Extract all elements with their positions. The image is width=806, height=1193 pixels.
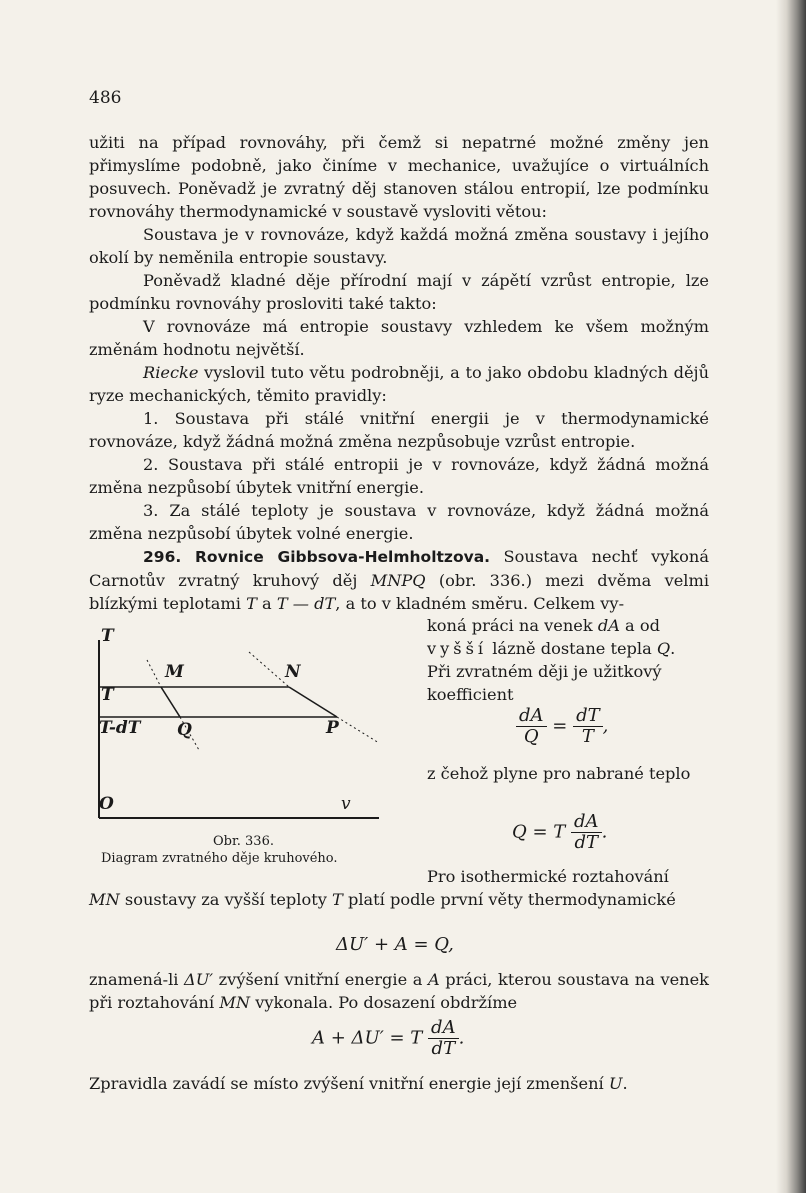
right-column-text-2: z čehož plyne pro nabrané teplo <box>427 764 691 783</box>
paragraph: užiti na případ rovnováhy, při čemž si nepatrné možné změny jen přimyslíme podobně, jako činíme v mechanice, uvažujíce o virtuálních posuvech. Poněvadž je zvratný děj stanoven stálou entropií, lze podmínku rovnováhy thermodynamické v soustavě vysloviti větou: <box>89 133 709 221</box>
adiabat-MQ <box>161 687 180 717</box>
rule-item: 3. Za stálé teploty je soustava v rovnováze, když žádná možná změna nezpůsobí úbytek volné energie. <box>89 501 709 543</box>
paragraph: V rovnováze má entropie soustavy vzhledem ke všem možným změnám hodnotu největší. <box>89 317 709 359</box>
label-N: N <box>285 662 301 682</box>
dotted-extension <box>249 652 289 687</box>
paragraph: Poněvadž kladné děje přírodní mají v zápětí vzrůst entropie, lze podmínku rovnováhy prosloviti také takto: <box>89 271 709 313</box>
rule-item: 2. Soustava při stálé entropii je v rovnováze, když žádná možná změna nezpůsobí úbytek vnitřní energie. <box>89 455 709 497</box>
label-Q: Q <box>177 720 192 740</box>
riecke-text: vyslovil tuto větu podrobněji, a to jako obdobu kladných dějů ryze mechanických, těmito pravidly: <box>89 363 709 405</box>
rule-item: 1. Soustava při stálé vnitřní energii je v thermodynamické rovnováze, když žádná možná změna nezpůsobuje vzrůst entropie. <box>89 409 709 451</box>
equation-substituted: A + ΔU′ = T $\frac{dA}{dT}$ . <box>312 1017 465 1059</box>
figure-caption-number: Obr. 336. <box>213 834 274 849</box>
section-intro: 296. Rovnice Gibbsova-Helmholtzova. Soustava nechť vykoná Carnotův zvratný kruhový děj MNPQ (obr. 336.) mezi dvěma velmi blízkými teplotami T a T — dT, a to v kladném směru. Celkem vy- <box>89 547 710 613</box>
right-column-text: koná práci na venek dA a od vyšší lázně dostane tepla Q. Při zvratném ději je užitkový koefficient <box>427 616 676 704</box>
label-M: M <box>165 662 184 682</box>
figure-caption-title: Diagram zvratného děje kruhového. <box>101 851 338 866</box>
equation-heat: Q = T $\frac{dA}{dT}$ . <box>512 811 608 853</box>
equation-efficiency: $\frac{dA}{Q}$ = $\frac{dT}{T}$ , <box>516 706 608 747</box>
author-name: Riecke <box>143 363 199 382</box>
adiabat-NP <box>289 687 337 717</box>
dotted-extension <box>147 660 161 687</box>
label-TdT-level: T-dT <box>99 718 141 738</box>
label-v: v <box>341 794 351 814</box>
page-number: 486 <box>89 88 122 108</box>
text-block-bottom: Pro isothermické roztahování MN soustavy za vyšší teploty T platí podle první věty thermodynamické <box>89 867 676 909</box>
label-T-level: T <box>101 685 114 705</box>
label-P: P <box>326 718 339 738</box>
text-block-last: Zpravidla zavádí se místo zvýšení vnitřní energie její zmenšení U. <box>89 1074 628 1093</box>
label-O: O <box>99 794 114 814</box>
equation-first-law: ΔU′ + A = Q, <box>336 934 454 955</box>
label-T-axis: T <box>101 626 114 646</box>
section-heading: 296. Rovnice Gibbsova-Helmholtzova. <box>143 548 491 566</box>
paragraph-riecke <box>89 361 709 407</box>
text-block-top <box>89 131 709 545</box>
dotted-extension <box>337 717 379 743</box>
paragraph: Soustava je v rovnováze, když každá možná změna soustavy i jejího okolí by neměnila entropie soustavy. <box>89 225 709 267</box>
page-edge-shadow <box>776 0 806 1193</box>
text-block-meaning: znamená-li ΔU′ zvýšení vnitřní energie a A práci, kterou soustava na venek při roztahování MN vykonala. Po dosazení obdržíme <box>89 970 709 1012</box>
